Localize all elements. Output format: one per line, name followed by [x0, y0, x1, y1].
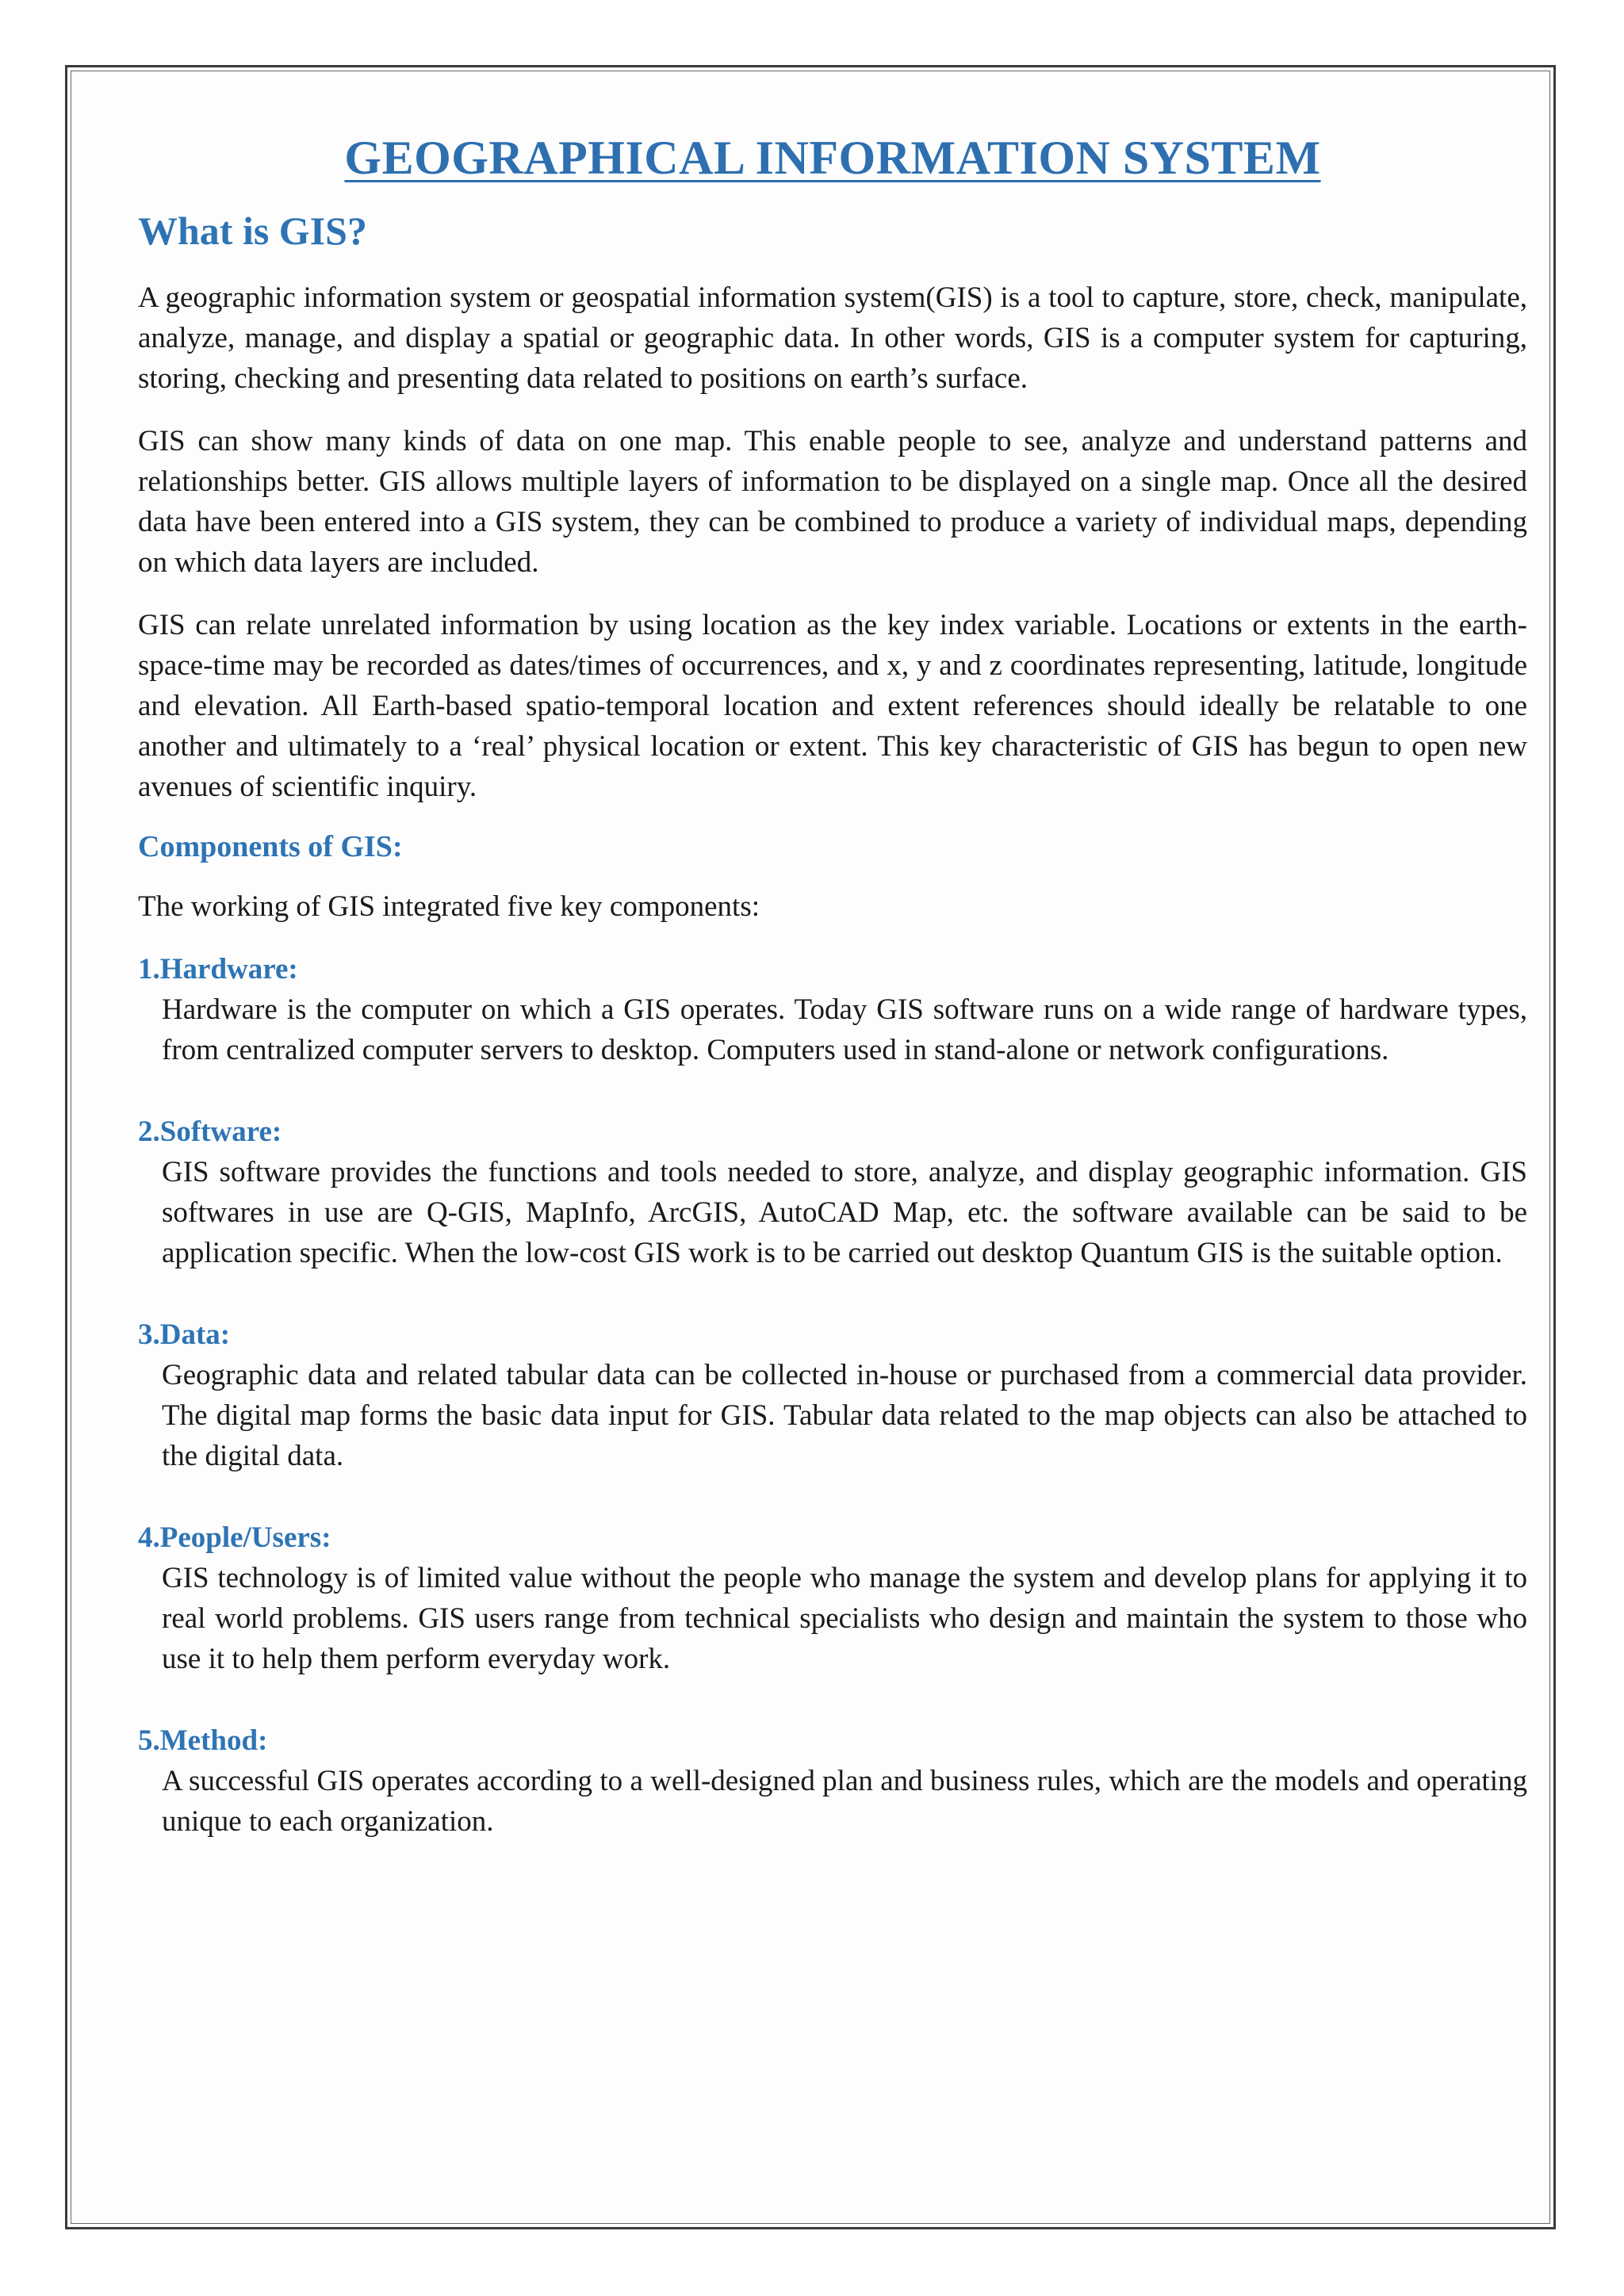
component-title: 5.Method:: [138, 1724, 268, 1757]
component-title: 3.Data:: [138, 1318, 231, 1351]
component-text: GIS technology is of limited value without the people who manage the system and develop plans for applying it to real world problems. GIS users range from technical specialists who design and maintain the system to those who use it to help them perform everyday work.: [162, 1562, 1527, 1675]
component-people-users: [138, 1517, 1527, 1679]
component-method: [138, 1720, 1527, 1842]
paragraph-layers: GIS can show many kinds of data on one map. This enable people to see, analyze and understand patterns and relationships better. GIS allows multiple layers of information to be displayed on a single map. Once all the desired data have been entered into a GIS system, they can be combined to produce a variety of individual maps, depending on which data layers are included.: [138, 425, 1527, 579]
components-intro: The working of GIS integrated five key components:: [138, 890, 760, 923]
components-heading: Components of GIS:: [138, 830, 403, 863]
document-title: GEOGRAPHICAL INFORMATION SYSTEM: [344, 132, 1321, 184]
component-title: 4.People/Users:: [138, 1521, 331, 1554]
paragraph-location: GIS can relate unrelated information by using location as the key index variable. Locations or extents in the earth-space-time may be recorded as dates/times of occurrences, and x, y and z coordinates representing, latitude, longitude and elevation. All Earth-based spatio-temporal location and extent references should ideally be relatable to one another and ultimately to a ‘real’ physical location or extent. This key characteristic of GIS has begun to open new avenues of scientific inquiry.: [138, 609, 1527, 803]
component-title: 1.Hardware:: [138, 953, 298, 985]
component-text: Geographic data and related tabular data can be collected in-house or purchased from a commercial data provider. The digital map forms the basic data input for GIS. Tabular data related to the map objects can also be attached to the digital data.: [162, 1359, 1527, 1472]
component-title: 2.Software:: [138, 1115, 282, 1148]
component-hardware: [138, 949, 1527, 1070]
component-text: Hardware is the computer on which a GIS operates. Today GIS software runs on a wide range of hardware types, from centralized computer servers to desktop. Computers used in stand-alone or network configurations.: [162, 993, 1527, 1066]
component-text: A successful GIS operates according to a well-designed plan and business rules, which are the models and operating unique to each organization.: [162, 1765, 1527, 1838]
component-text: GIS software provides the functions and tools needed to store, analyze, and display geographic information. GIS softwares in use are Q-GIS, MapInfo, ArcGIS, AutoCAD Map, etc. the software available can be said to be application specific. When the low-cost GIS work is to be carried out desktop Quantum GIS is the suitable option.: [162, 1156, 1527, 1269]
section-heading-what-is-gis: What is GIS?: [138, 209, 367, 253]
component-data: [138, 1314, 1527, 1476]
document-content: [138, 131, 1527, 1883]
paragraph-definition: A geographic information system or geospatial information system(GIS) is a tool to capture, store, check, manipulate, analyze, manage, and display a spatial or geographic data. In other words, GIS is a computer system for capturing, storing, checking and presenting data related to positions on earth’s surface.: [138, 281, 1527, 395]
component-software: [138, 1112, 1527, 1273]
